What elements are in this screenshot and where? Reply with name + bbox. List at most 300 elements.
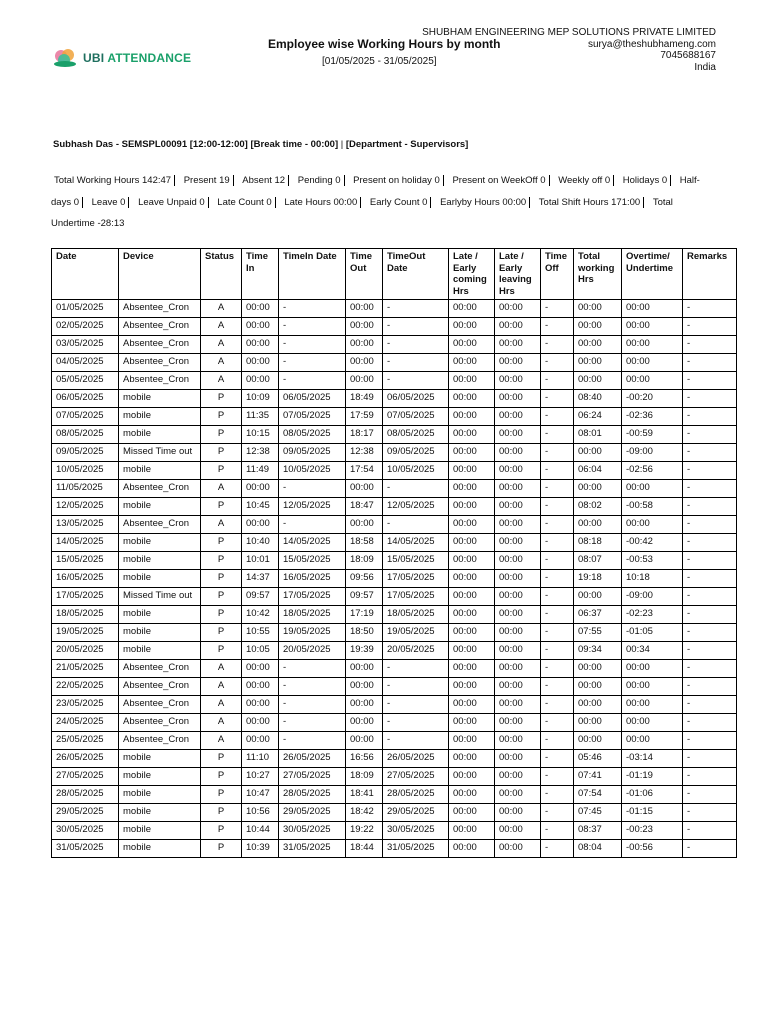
table-cell: -: [383, 354, 449, 372]
table-cell: 00:00: [495, 822, 541, 840]
table-cell: 00:00: [495, 462, 541, 480]
table-cell: -: [383, 696, 449, 714]
table-cell: 30/05/2025: [52, 822, 119, 840]
table-cell: 12/05/2025: [383, 498, 449, 516]
table-cell: -: [541, 516, 574, 534]
table-cell: -: [683, 840, 737, 858]
table-cell: 00:00: [449, 822, 495, 840]
table-cell: 00:00: [242, 516, 279, 534]
table-cell: 18:50: [346, 624, 383, 642]
table-cell: Absentee_Cron: [119, 516, 201, 534]
table-cell: 00:00: [495, 786, 541, 804]
table-cell: 18:49: [346, 390, 383, 408]
table-cell: -: [383, 516, 449, 534]
table-cell: -: [541, 732, 574, 750]
table-row: [52, 372, 737, 390]
table-cell: A: [201, 678, 242, 696]
table-cell: 10/05/2025: [52, 462, 119, 480]
table-cell: Missed Time out: [119, 588, 201, 606]
table-cell: A: [201, 318, 242, 336]
column-header: Time Off: [541, 249, 574, 300]
table-cell: 09:56: [346, 570, 383, 588]
table-cell: 18:44: [346, 840, 383, 858]
column-header: Time In: [242, 249, 279, 300]
table-cell: 00:00: [449, 750, 495, 768]
table-cell: 00:00: [449, 444, 495, 462]
table-row: [52, 570, 737, 588]
table-cell: 20/05/2025: [383, 642, 449, 660]
table-cell: P: [201, 840, 242, 858]
table-cell: 00:00: [495, 768, 541, 786]
table-row: [52, 822, 737, 840]
table-row: [52, 840, 737, 858]
table-cell: -: [541, 426, 574, 444]
table-cell: 00:00: [495, 426, 541, 444]
table-cell: 26/05/2025: [52, 750, 119, 768]
table-cell: -: [541, 750, 574, 768]
table-cell: -: [683, 606, 737, 624]
table-cell: 00:00: [574, 336, 622, 354]
table-cell: 00:00: [495, 516, 541, 534]
table-cell: 24/05/2025: [52, 714, 119, 732]
table-cell: 00:00: [449, 786, 495, 804]
ubi-attendance-logo: [52, 48, 191, 68]
column-header: Status: [201, 249, 242, 300]
table-cell: 16/05/2025: [52, 570, 119, 588]
table-cell: 09/05/2025: [52, 444, 119, 462]
table-cell: 00:00: [449, 552, 495, 570]
table-cell: -00:20: [622, 390, 683, 408]
table-cell: P: [201, 444, 242, 462]
table-cell: -: [541, 642, 574, 660]
table-cell: Absentee_Cron: [119, 480, 201, 498]
table-cell: 19/05/2025: [279, 624, 346, 642]
table-cell: -: [683, 480, 737, 498]
table-cell: 00:00: [495, 804, 541, 822]
table-row: [52, 750, 737, 768]
table-cell: -01:05: [622, 624, 683, 642]
table-cell: -: [541, 840, 574, 858]
table-cell: 09/05/2025: [279, 444, 346, 462]
table-cell: mobile: [119, 768, 201, 786]
table-cell: 00:00: [574, 696, 622, 714]
table-cell: 00:00: [574, 354, 622, 372]
table-cell: A: [201, 372, 242, 390]
table-cell: 27/05/2025: [279, 768, 346, 786]
table-cell: 31/05/2025: [52, 840, 119, 858]
table-cell: P: [201, 588, 242, 606]
table-cell: -: [383, 318, 449, 336]
cloud-logo-icon: [52, 48, 78, 68]
table-cell: 00:00: [449, 732, 495, 750]
table-cell: P: [201, 462, 242, 480]
column-header: Time Out: [346, 249, 383, 300]
table-cell: 10:18: [622, 570, 683, 588]
table-cell: -03:14: [622, 750, 683, 768]
table-cell: 00:00: [495, 552, 541, 570]
table-row: [52, 318, 737, 336]
table-cell: -: [683, 750, 737, 768]
table-row: [52, 462, 737, 480]
table-cell: -01:19: [622, 768, 683, 786]
table-cell: 00:00: [449, 498, 495, 516]
table-cell: P: [201, 750, 242, 768]
table-cell: -: [683, 516, 737, 534]
table-cell: 10:27: [242, 768, 279, 786]
table-cell: 00:00: [449, 642, 495, 660]
table-header-row: [52, 249, 737, 300]
table-cell: -: [683, 372, 737, 390]
table-cell: P: [201, 498, 242, 516]
table-cell: mobile: [119, 498, 201, 516]
table-cell: -: [279, 372, 346, 390]
table-cell: -: [541, 498, 574, 516]
table-cell: A: [201, 696, 242, 714]
table-cell: -: [541, 462, 574, 480]
table-cell: mobile: [119, 606, 201, 624]
table-cell: -: [683, 768, 737, 786]
table-cell: 11:10: [242, 750, 279, 768]
table-cell: 00:00: [449, 534, 495, 552]
table-row: [52, 498, 737, 516]
summary-stat: Absent 12: [239, 175, 289, 186]
table-cell: -: [541, 552, 574, 570]
table-cell: 29/05/2025: [383, 804, 449, 822]
table-cell: 00:00: [495, 336, 541, 354]
table-cell: 17:19: [346, 606, 383, 624]
table-cell: 05/05/2025: [52, 372, 119, 390]
table-cell: 00:00: [574, 372, 622, 390]
table-cell: -: [683, 354, 737, 372]
table-cell: 00:00: [495, 408, 541, 426]
table-cell: mobile: [119, 786, 201, 804]
table-cell: 00:00: [622, 480, 683, 498]
summary-stat: Total Undertime -28:13: [51, 196, 673, 229]
table-cell: 06/05/2025: [52, 390, 119, 408]
summary-stat: Weekly off 0: [555, 175, 614, 186]
table-cell: 23/05/2025: [52, 696, 119, 714]
table-cell: 00:00: [242, 354, 279, 372]
table-row: [52, 606, 737, 624]
table-cell: 10:09: [242, 390, 279, 408]
table-cell: -: [683, 570, 737, 588]
table-cell: 17/05/2025: [279, 588, 346, 606]
table-cell: 00:00: [242, 318, 279, 336]
table-cell: A: [201, 336, 242, 354]
table-cell: 00:00: [495, 390, 541, 408]
table-row: [52, 768, 737, 786]
table-row: [52, 534, 737, 552]
table-cell: -: [383, 336, 449, 354]
table-cell: 00:00: [449, 390, 495, 408]
table-cell: Absentee_Cron: [119, 372, 201, 390]
column-header: Device: [119, 249, 201, 300]
table-cell: 06/05/2025: [383, 390, 449, 408]
table-cell: 00:00: [495, 534, 541, 552]
table-cell: -: [383, 660, 449, 678]
table-cell: 10:40: [242, 534, 279, 552]
table-cell: 00:00: [622, 696, 683, 714]
table-cell: P: [201, 570, 242, 588]
table-cell: 00:00: [242, 714, 279, 732]
table-cell: 20/05/2025: [279, 642, 346, 660]
table-cell: -: [279, 318, 346, 336]
table-cell: 00:00: [449, 840, 495, 858]
table-row: [52, 480, 737, 498]
table-cell: -: [279, 354, 346, 372]
table-cell: 00:00: [622, 678, 683, 696]
table-cell: P: [201, 768, 242, 786]
table-cell: mobile: [119, 570, 201, 588]
table-cell: 06/05/2025: [279, 390, 346, 408]
table-cell: 00:00: [449, 462, 495, 480]
table-cell: Absentee_Cron: [119, 336, 201, 354]
table-cell: 17/05/2025: [383, 570, 449, 588]
table-cell: 00:00: [622, 516, 683, 534]
table-cell: 27/05/2025: [52, 768, 119, 786]
summary-stat: Total Shift Hours 171:00: [536, 197, 644, 208]
table-cell: 07:55: [574, 624, 622, 642]
table-cell: 10:01: [242, 552, 279, 570]
table-cell: -: [683, 336, 737, 354]
table-cell: 19:22: [346, 822, 383, 840]
table-row: [52, 390, 737, 408]
table-row: [52, 624, 737, 642]
table-cell: -: [683, 714, 737, 732]
table-row: [52, 696, 737, 714]
table-cell: -00:42: [622, 534, 683, 552]
table-cell: 00:00: [346, 516, 383, 534]
logo-text-ubi: UBI: [83, 51, 105, 65]
table-cell: 08:01: [574, 426, 622, 444]
table-cell: 00:00: [346, 318, 383, 336]
employee-details: Subhash Das - SEMSPL00091 [12:00-12:00] [Break time - 00:00]: [53, 139, 339, 150]
table-cell: 09/05/2025: [383, 444, 449, 462]
table-cell: P: [201, 822, 242, 840]
table-cell: Missed Time out: [119, 444, 201, 462]
table-cell: 03/05/2025: [52, 336, 119, 354]
column-header: Overtime/ Undertime: [622, 249, 683, 300]
table-cell: -: [683, 678, 737, 696]
table-cell: 09:34: [574, 642, 622, 660]
column-header: Date: [52, 249, 119, 300]
table-cell: -: [683, 696, 737, 714]
table-cell: 28/05/2025: [279, 786, 346, 804]
table-cell: 10:55: [242, 624, 279, 642]
table-cell: -: [541, 390, 574, 408]
table-row: [52, 660, 737, 678]
company-info: [422, 27, 716, 73]
table-cell: 00:00: [449, 300, 495, 318]
summary-stats: [51, 170, 719, 235]
table-cell: P: [201, 408, 242, 426]
table-cell: Absentee_Cron: [119, 660, 201, 678]
table-cell: 31/05/2025: [279, 840, 346, 858]
table-cell: 04/05/2025: [52, 354, 119, 372]
table-cell: 00:00: [346, 372, 383, 390]
table-cell: 00:00: [346, 660, 383, 678]
table-cell: -: [541, 336, 574, 354]
table-row: [52, 552, 737, 570]
table-cell: 29/05/2025: [52, 804, 119, 822]
table-cell: 00:00: [574, 318, 622, 336]
table-cell: mobile: [119, 426, 201, 444]
table-cell: 00:00: [449, 696, 495, 714]
table-cell: 00:00: [495, 714, 541, 732]
table-cell: 00:00: [242, 300, 279, 318]
table-cell: -: [683, 318, 737, 336]
company-country: India: [694, 61, 716, 73]
table-cell: 18:47: [346, 498, 383, 516]
report-title: Employee wise Working Hours by month: [268, 37, 501, 51]
table-cell: 00:00: [242, 732, 279, 750]
table-cell: -: [541, 804, 574, 822]
table-cell: -: [541, 480, 574, 498]
table-cell: A: [201, 516, 242, 534]
table-cell: 27/05/2025: [383, 768, 449, 786]
table-cell: -: [541, 534, 574, 552]
table-row: [52, 444, 737, 462]
table-cell: mobile: [119, 822, 201, 840]
table-cell: Absentee_Cron: [119, 354, 201, 372]
table-cell: 00:00: [495, 840, 541, 858]
report-date-range: [01/05/2025 - 31/05/2025]: [322, 56, 437, 67]
column-header: TimeOut Date: [383, 249, 449, 300]
table-cell: 30/05/2025: [383, 822, 449, 840]
table-cell: Absentee_Cron: [119, 318, 201, 336]
table-cell: 07/05/2025: [52, 408, 119, 426]
table-cell: 17:59: [346, 408, 383, 426]
table-cell: 00:00: [449, 588, 495, 606]
table-cell: 00:00: [622, 354, 683, 372]
table-cell: 00:00: [574, 660, 622, 678]
table-cell: 10:05: [242, 642, 279, 660]
table-cell: 10:44: [242, 822, 279, 840]
table-cell: -00:53: [622, 552, 683, 570]
table-cell: 00:00: [622, 372, 683, 390]
table-cell: 11/05/2025: [52, 480, 119, 498]
table-row: [52, 300, 737, 318]
table-row: [52, 588, 737, 606]
table-cell: 00:00: [495, 318, 541, 336]
summary-stat: Present on WeekOff 0: [449, 175, 549, 186]
table-cell: 08:04: [574, 840, 622, 858]
table-cell: 00:00: [346, 336, 383, 354]
table-cell: 16:56: [346, 750, 383, 768]
table-cell: 18:42: [346, 804, 383, 822]
table-cell: 18:58: [346, 534, 383, 552]
table-cell: -: [683, 498, 737, 516]
table-cell: 17/05/2025: [383, 588, 449, 606]
table-cell: -00:23: [622, 822, 683, 840]
table-cell: -09:00: [622, 444, 683, 462]
table-cell: 00:00: [449, 768, 495, 786]
table-cell: 01/05/2025: [52, 300, 119, 318]
employee-separator: |: [340, 139, 344, 150]
employee-info: [53, 139, 468, 150]
table-cell: -: [683, 408, 737, 426]
table-cell: -: [383, 732, 449, 750]
table-cell: A: [201, 480, 242, 498]
table-cell: -: [541, 768, 574, 786]
table-cell: 00:00: [495, 624, 541, 642]
table-cell: 15/05/2025: [52, 552, 119, 570]
table-cell: 14/05/2025: [52, 534, 119, 552]
summary-stat: Leave 0: [89, 197, 130, 208]
table-cell: -: [279, 732, 346, 750]
table-cell: 11:49: [242, 462, 279, 480]
table-row: [52, 354, 737, 372]
table-cell: -02:23: [622, 606, 683, 624]
table-cell: 00:00: [449, 372, 495, 390]
table-cell: 00:00: [574, 444, 622, 462]
table-cell: 18:17: [346, 426, 383, 444]
summary-stat: Pending 0: [295, 175, 345, 186]
logo-text-attendance: ATTENDANCE: [107, 51, 192, 65]
summary-stat: Late Hours 00:00: [281, 197, 361, 208]
table-cell: -: [279, 678, 346, 696]
company-name: SHUBHAM ENGINEERING MEP SOLUTIONS PRIVATE LIMITED: [422, 27, 716, 38]
table-cell: 00:00: [495, 372, 541, 390]
table-cell: 00:00: [449, 516, 495, 534]
table-cell: Absentee_Cron: [119, 696, 201, 714]
table-cell: 18/05/2025: [279, 606, 346, 624]
table-cell: 08/05/2025: [383, 426, 449, 444]
table-cell: A: [201, 300, 242, 318]
table-cell: P: [201, 624, 242, 642]
table-cell: mobile: [119, 624, 201, 642]
table-cell: 00:00: [574, 678, 622, 696]
column-header: TimeIn Date: [279, 249, 346, 300]
table-cell: 08/05/2025: [279, 426, 346, 444]
table-cell: 00:00: [495, 354, 541, 372]
table-cell: 09:57: [346, 588, 383, 606]
table-cell: -: [541, 372, 574, 390]
summary-stat: Late Count 0: [214, 197, 275, 208]
table-cell: 12:38: [242, 444, 279, 462]
table-cell: 13/05/2025: [52, 516, 119, 534]
table-cell: mobile: [119, 534, 201, 552]
table-cell: 12:38: [346, 444, 383, 462]
table-cell: P: [201, 606, 242, 624]
table-cell: 14:37: [242, 570, 279, 588]
table-cell: mobile: [119, 840, 201, 858]
table-cell: 00:00: [622, 732, 683, 750]
table-cell: 00:00: [449, 714, 495, 732]
table-cell: -: [683, 390, 737, 408]
table-cell: 05:46: [574, 750, 622, 768]
table-row: [52, 408, 737, 426]
table-cell: -: [541, 714, 574, 732]
table-cell: mobile: [119, 408, 201, 426]
table-cell: 00:00: [622, 336, 683, 354]
table-cell: -: [541, 588, 574, 606]
table-cell: 08:07: [574, 552, 622, 570]
table-cell: -: [541, 624, 574, 642]
attendance-table: [51, 248, 737, 858]
table-cell: Absentee_Cron: [119, 678, 201, 696]
table-cell: 00:00: [346, 480, 383, 498]
table-cell: 00:00: [242, 660, 279, 678]
table-cell: 10/05/2025: [279, 462, 346, 480]
table-cell: 00:00: [449, 480, 495, 498]
table-cell: 00:00: [495, 642, 541, 660]
table-cell: 09:57: [242, 588, 279, 606]
summary-stat: Total Working Hours 142:47: [51, 175, 175, 186]
table-cell: 00:00: [574, 480, 622, 498]
table-cell: 19:18: [574, 570, 622, 588]
table-cell: 00:00: [495, 660, 541, 678]
